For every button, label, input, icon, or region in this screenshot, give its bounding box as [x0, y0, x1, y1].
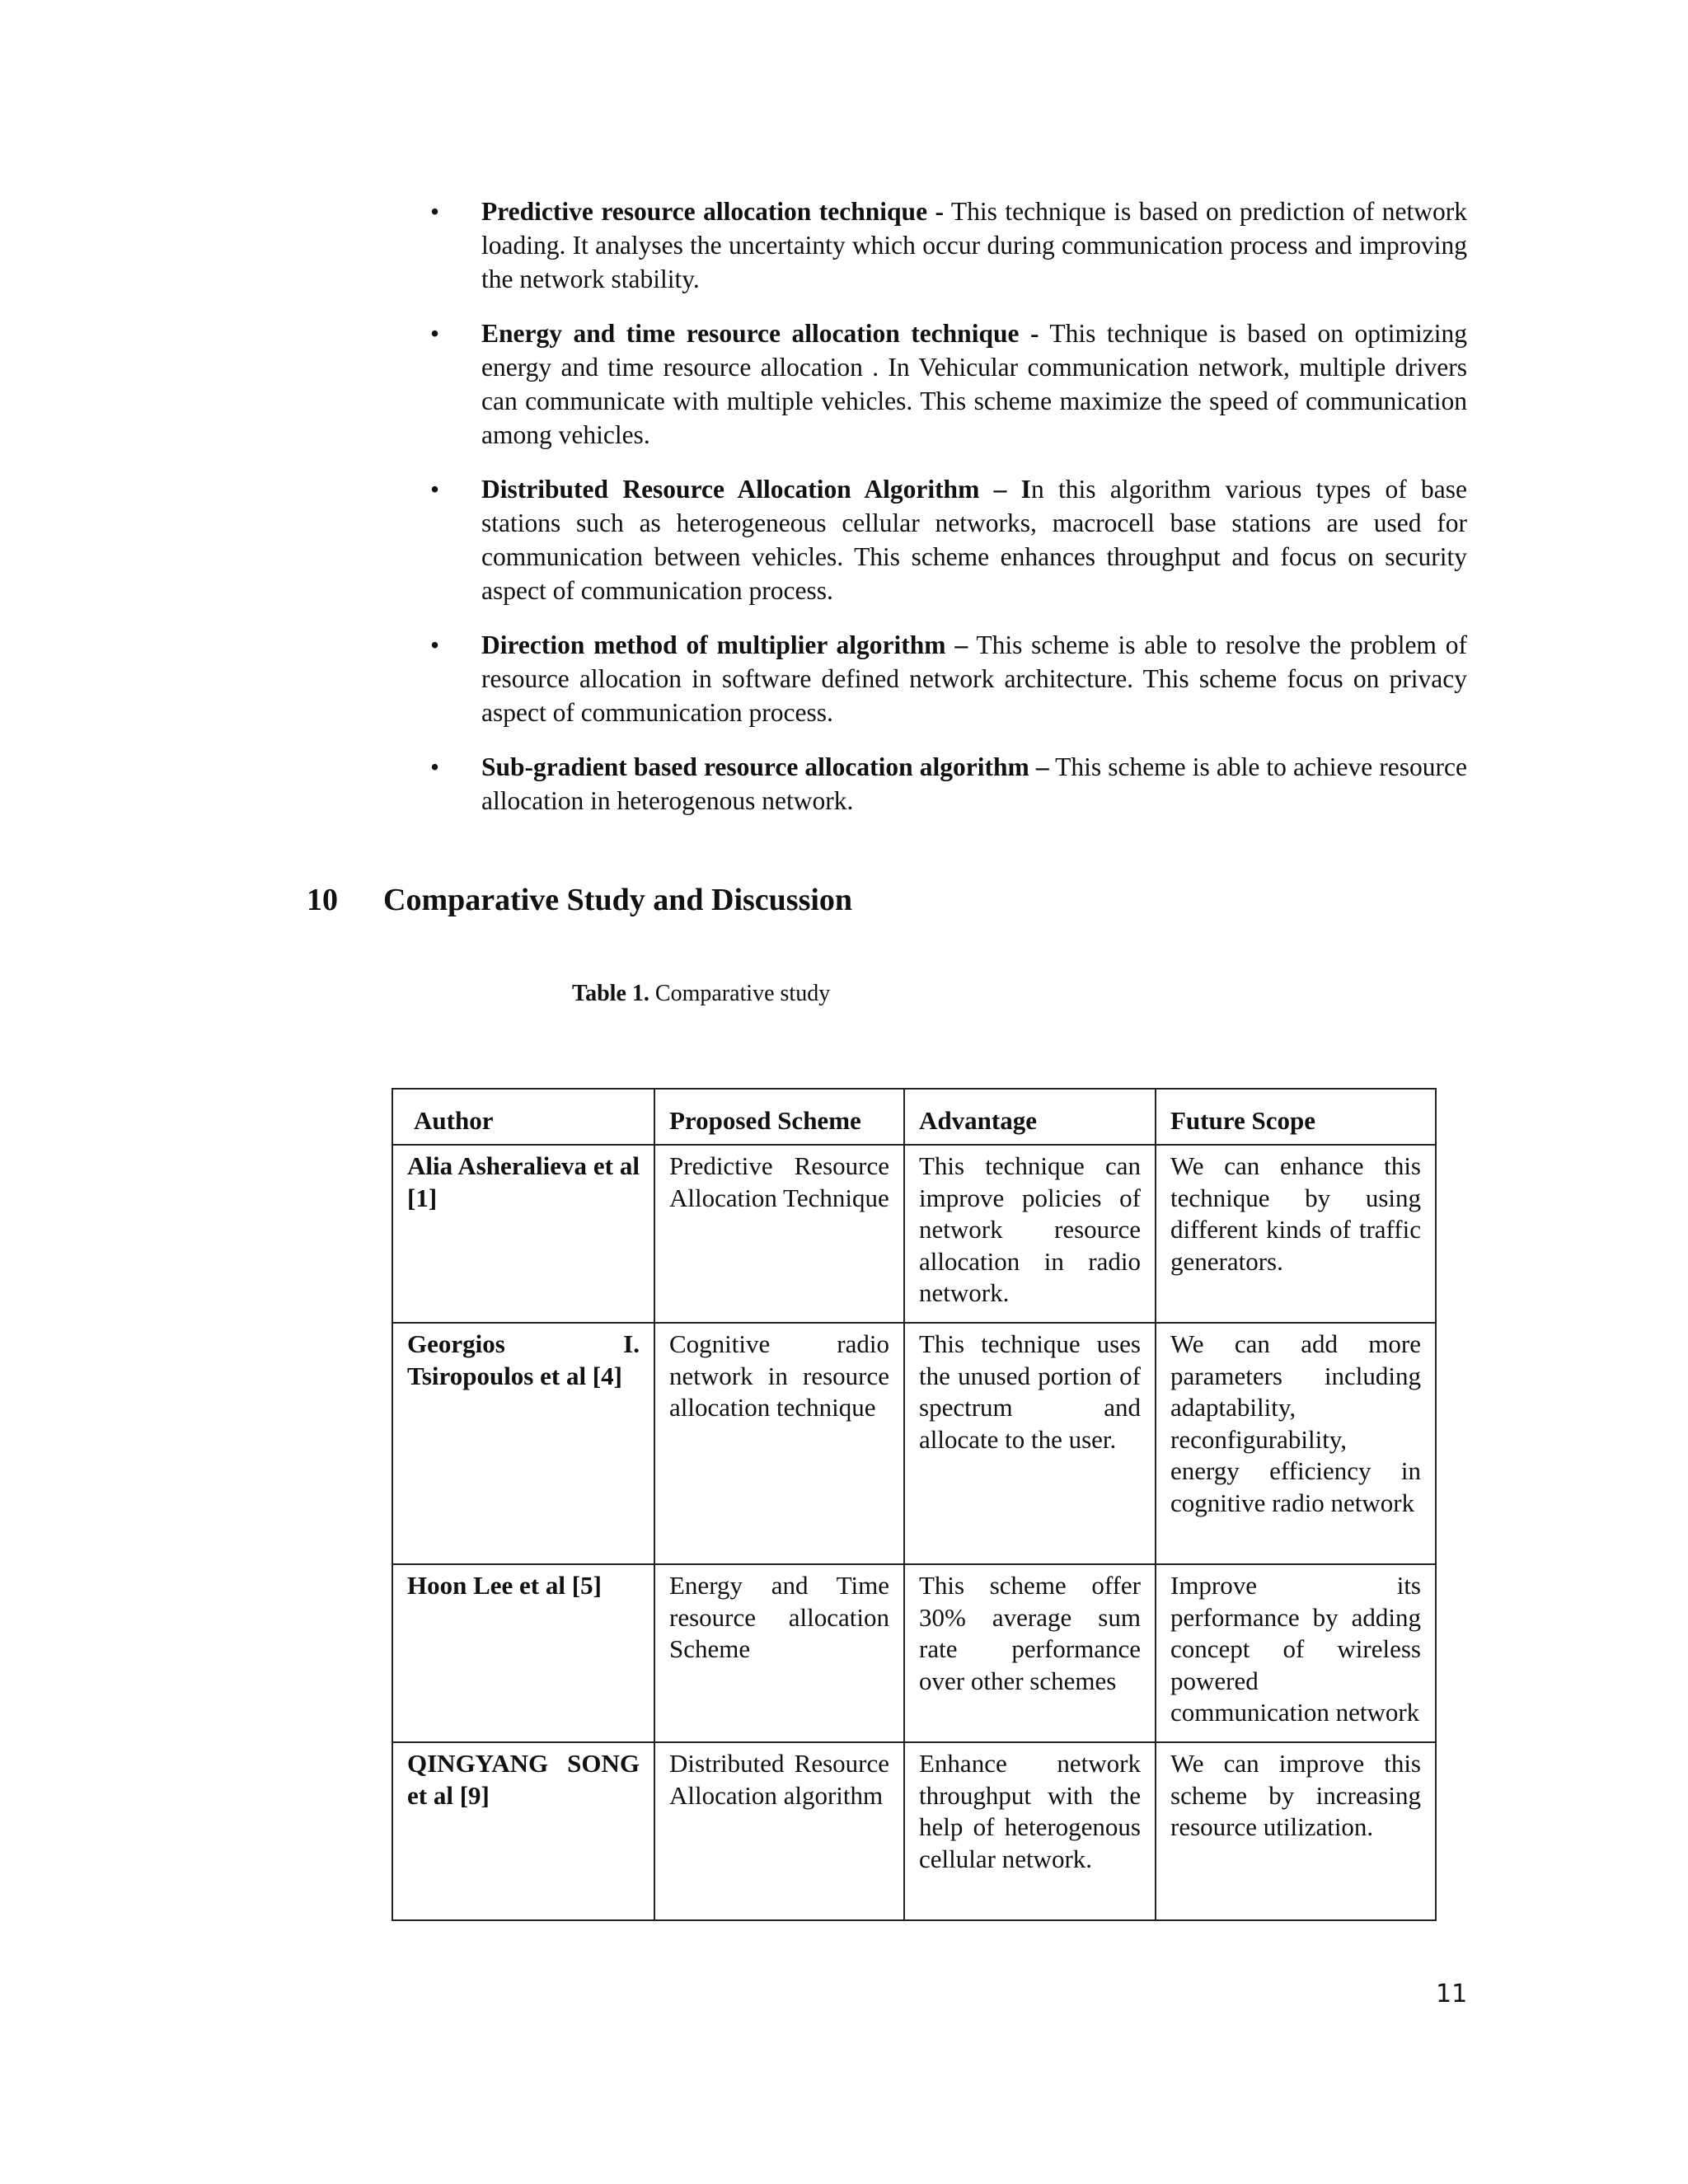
table-header-row	[392, 1089, 1436, 1145]
bullet-item-direction-method	[427, 628, 1467, 729]
bullet-text: This technique is based on prediction of network loading. It analyses the uncertainty which occur during communication process and improving the network stability.	[481, 197, 1468, 293]
bullet-item-energy-time	[427, 316, 1467, 452]
bullet-term: Energy and time resource allocation technique -	[481, 319, 1039, 348]
table-row	[392, 1145, 1436, 1323]
table-row	[392, 1564, 1436, 1742]
cell-author: QINGYANG SONG et al [9]	[392, 1742, 654, 1920]
bullet-item-sub-gradient	[427, 750, 1467, 818]
header-future-scope: Future Scope	[1156, 1089, 1436, 1145]
bullet-term: Distributed Resource Allocation Algorithm – I	[481, 475, 1031, 504]
bullet-text: This scheme is able to achieve resource allocation in heterogenous network.	[481, 752, 1467, 815]
table-row	[392, 1323, 1436, 1564]
cell-proposed-scheme: Energy and Time resource allocation Scheme	[654, 1564, 904, 1742]
cell-advantage: This technique uses the unused portion of spectrum and allocate to the user.	[904, 1323, 1156, 1564]
header-author: Author	[392, 1089, 654, 1145]
cell-future-scope: We can improve this scheme by increasing resource utilization.	[1156, 1742, 1436, 1920]
cell-advantage: This scheme offer 30% average sum rate performance over other schemes	[904, 1564, 1156, 1742]
cell-proposed-scheme: Distributed Resource Allocation algorithm	[654, 1742, 904, 1920]
bullet-item-distributed	[427, 472, 1467, 607]
bullet-term: Predictive resource allocation technique -	[481, 197, 945, 226]
header-advantage: Advantage	[904, 1089, 1156, 1145]
comparative-study-table	[392, 1088, 1437, 1921]
bullet-icon: •	[430, 475, 440, 504]
bullet-term: Direction method of multiplier algorithm –	[481, 630, 968, 659]
section-title: Comparative Study and Discussion	[383, 883, 853, 917]
table-caption-text: Comparative study	[649, 981, 831, 1006]
section-number: 10	[307, 883, 338, 917]
cell-future-scope: We can enhance this technique by using different kinds of traffic generators.	[1156, 1145, 1436, 1323]
table-row	[392, 1742, 1436, 1920]
cell-advantage: This technique can improve policies of network resource allocation in radio network.	[904, 1145, 1156, 1323]
cell-proposed-scheme: Predictive Resource Allocation Technique	[654, 1145, 904, 1323]
table-caption-label: Table 1.	[572, 981, 649, 1006]
cell-author: Georgios I. Tsiropoulos et al [4]	[392, 1323, 654, 1564]
bullet-icon: •	[430, 752, 440, 781]
bullet-text: This technique is based on optimizing energy and time resource allocation . In Vehicular communication network, multiple drivers can communicate with multiple vehicles. This scheme maximize the speed of communication among vehicles.	[481, 319, 1467, 449]
cell-advantage: Enhance network throughput with the help of heterogenous cellular network.	[904, 1742, 1156, 1920]
bullet-icon: •	[430, 319, 440, 348]
cell-author: Hoon Lee et al [5]	[392, 1564, 654, 1742]
section-heading	[307, 880, 852, 920]
header-proposed-scheme: Proposed Scheme	[654, 1089, 904, 1145]
bullet-text: n this algorithm various types of base stations such as heterogeneous cellular networks, macrocell base stations are used for communication between vehicles. This scheme enhances throughput and focus on security aspect of communication process.	[481, 475, 1467, 605]
cell-future-scope: Improve its performance by adding concept of wireless powered communication network	[1156, 1564, 1436, 1742]
bullet-item-predictive	[427, 194, 1467, 296]
page-number: 11	[1436, 1980, 1468, 2008]
bullet-icon: •	[430, 197, 440, 226]
cell-proposed-scheme: Cognitive radio network in resource allocation technique	[654, 1323, 904, 1564]
table-caption	[572, 979, 830, 1009]
technique-bullet-list	[427, 194, 1467, 838]
cell-author: Alia Asheralieva et al [1]	[392, 1145, 654, 1323]
bullet-term: Sub-gradient based resource allocation algorithm –	[481, 752, 1049, 781]
cell-future-scope: We can add more parameters including adaptability, reconfigurability, energy efficiency in cognitive radio network	[1156, 1323, 1436, 1564]
bullet-icon: •	[430, 630, 440, 659]
bullet-text: This scheme is able to resolve the problem of resource allocation in software defined network architecture. This scheme focus on privacy aspect of communication process.	[481, 630, 1467, 727]
